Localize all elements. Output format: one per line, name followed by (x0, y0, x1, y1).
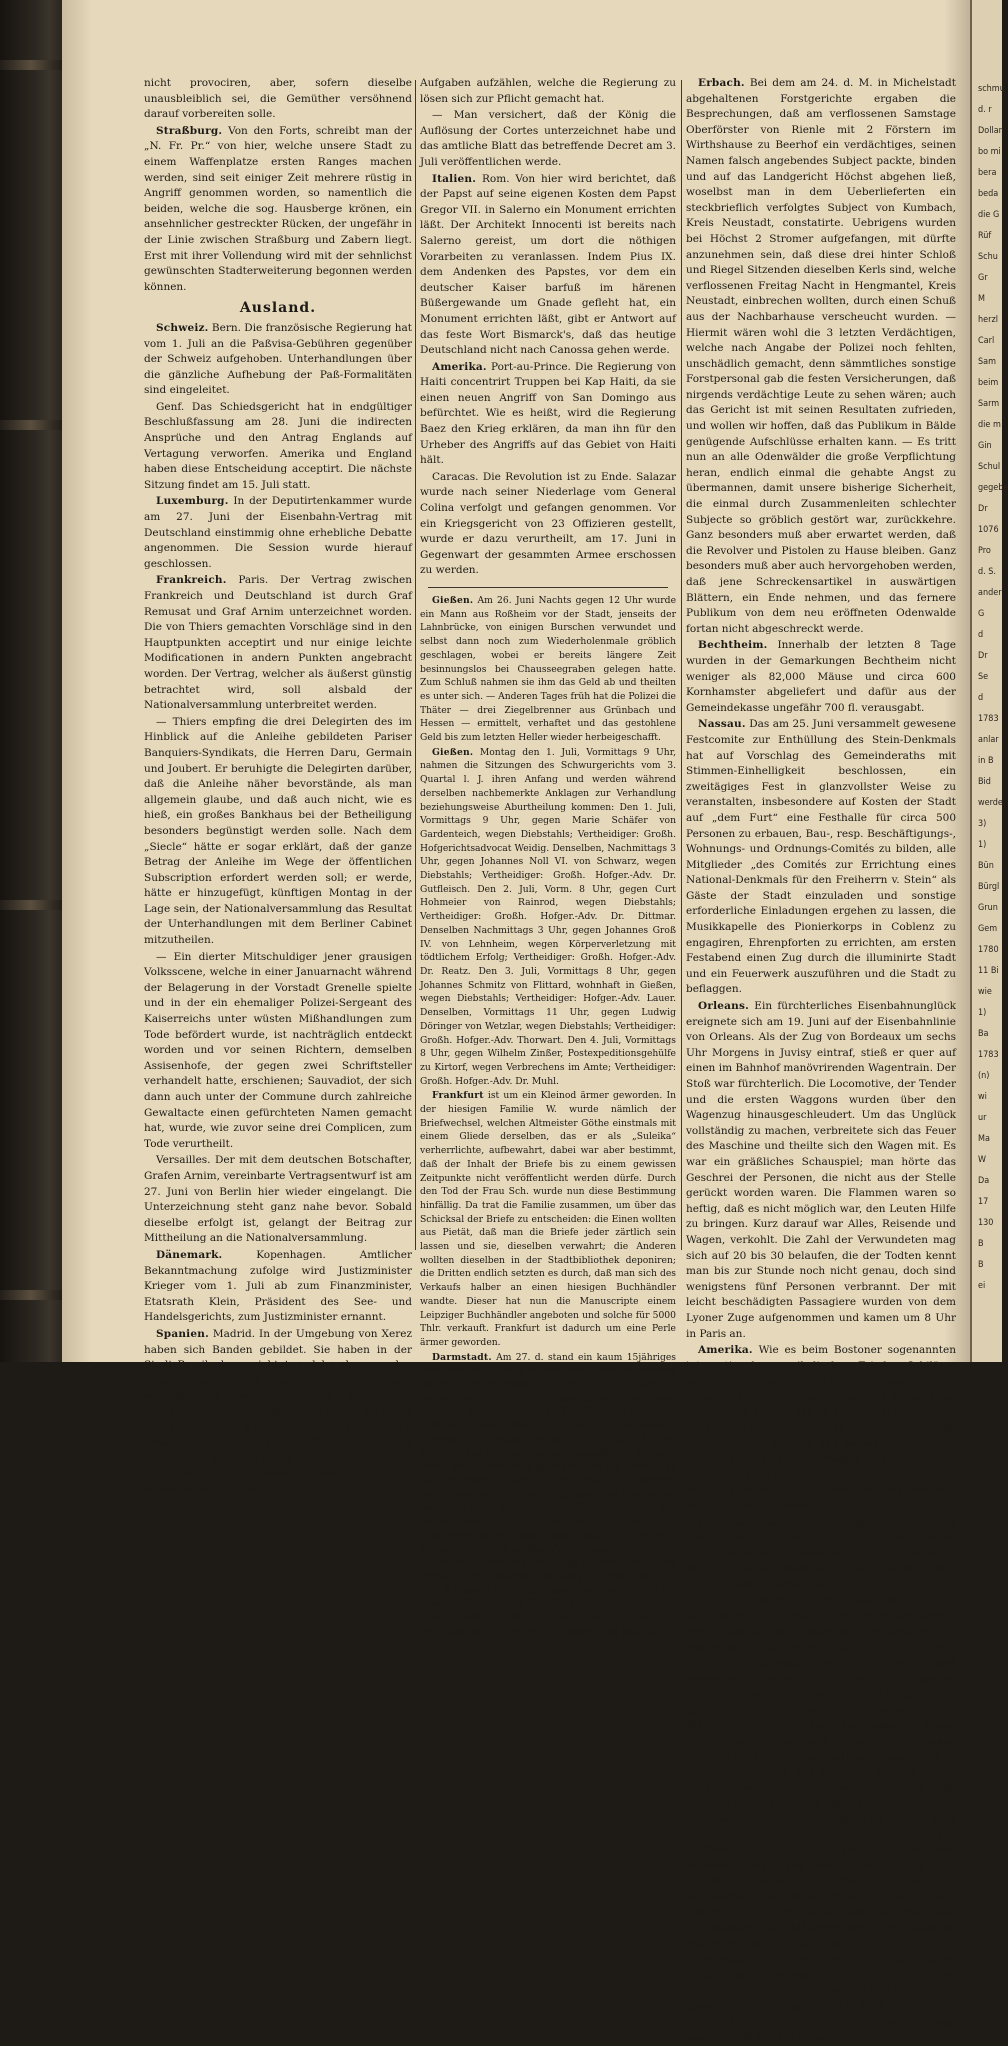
article-paragraph (686, 1516, 956, 2046)
page-fragment-text: 3) (978, 819, 987, 829)
article-text: hat dieser Tage eine Hochzeit stattgefunden, der eine eigenthümliche Liebesgeschichte vorherging. Ein Kaufmann in der Amity-Street daselbst, Namens Bischof, hatte eine reizende Tochter von 17 Jahren, Ida, und einen Clerk, Namens John Brown, 24 Jahre alt. Die jungen Leute liebten sich und letzten Winter hielt Brown bei Ida's Vater um ihre Hand an. Der wohlhabende Kaufmann fertigte den Freier zwar höflich ab und sagte daher, da er wüßte, daß Brown kaum mehr als 200 Dollars von seinem Gehalte erspart hatte, vor mehreren Zeugen: „Ich gebe Ihnen meine Tochter nur, wenn Sie im Stande sind, sie mit Gold aufzuwägen.“ Brown griff diese Idee auf und verlangte die Zusage schriftlich. In einer übermüthigen Laune und in der Ueberzeugung, daß der Clerk niemals so viel Gold zusammenbringen werde, wurde die schriftliche Zusicherung gegeben, von Bischof und zwei Zeugen unterfertigt, und Brown barg das Papier in der Tasche, so reiste er nach Californien ab, um Goldgräber zu werden. Mehrere Monate lang erwab er sehr wenig, aber er blieb in steter Correspondenz mit Ida, und versicherte dieser allen Ernstes, er werde nicht ruhen, bis er im Stande sei, sie mit Gold aufzuwiegen. Das Mädchen ließ sich insgeheim abwiegen und sendete ihm die Ziffer ihres Gewichtes. Das gleiche Gewicht in Gold hätte an 36,000 Dollars betragen. Plötzlich machte Brown einen Goldfund im Werthe von 20,000 Dollars und gewann einige Tage darauf 3000 Dollars im Spiele. Nachdem er von dem letzteren Betrage wieder 2000 Dollars verloren, (686, 1516, 956, 2044)
page-fragment-text: d (978, 630, 984, 640)
page-fragment-text: Ma (978, 1134, 990, 1144)
column-rule (681, 80, 682, 1250)
page-fragment-text: die G (978, 210, 1000, 220)
article-text: Innerhalb der letzten 8 Tage wurden in der Gemarkungen Bechtheim nicht weniger als 82,000 Mäuse und circa 600 Kornhamster abgeliefert und dafür aus der Gemeindekasse ungefähr 700 fl. verausgabt. (686, 639, 956, 714)
article-text: Am 26. Juni Nachts gegen 12 Uhr wurde ein Mann aus Roßheim vor der Stadt, jenseits der Lahnbrücke, von einigen Burschen verwundet und selbst dann noch zum Wiederholenmale gröblich geschlagen, wobei er bereits längere Zeit besinnungslos bei Chausseegraben gelegen hatte. Zum Schluß nahmen sie ihm das Geld ab und theilten es unter sich. — Anderen Tages früh hat die Polizei die Thäter — drei Ziegelbrenner aus Grünbach und Hessen — ermittelt, verhaftet und das gestohlene Geld bis zum letzten Heller wieder herbeigeschafft. (420, 595, 677, 744)
page-fragment-text: (n) (978, 1071, 990, 1081)
page-fragment-text: ur (978, 1113, 987, 1123)
article-paragraph: Genf. Das Schiedsgericht hat in endgültiger Beschlußfassung am 28. Juni die indirecten Ansprüche und den Antrag Englands auf Vertagung verworfen. Amerika und England haben diese Entscheidung acceptirt. Die nächste Sitzung findet am 15. Juli statt. (144, 400, 412, 491)
article-paragraph: — Thiers empfing die drei Delegirten des im Hinblick auf die Anleihe gebildeten Pariser Banquiers-Syndikats, die Herren Daru, Germain und Joubert. Er beruhigte die Delegirten darüber, daß die Anleihe näher bevorstände, als man allgemein glaube, und daß auch nicht, wie es hieß, ein großes Bankhaus bei der Betheiligung besonders begünstigt werden solle. Nach dem „Siecle“ hätte er sogar erklärt, daß der ganze Betrag der Anleihe im Wege der öffentlichen Subscription erfordert werden soll; er werde, hätte er hinzugefügt, künftigen Montag in der Lage sein, der Nationalversammlung das Resultat der Unterhandlungen mit dem Berliner Cabinet mitzutheilen. (144, 715, 412, 947)
article-text: ist um ein Kleinod ärmer geworden. In der hiesigen Familie W. wurde nämlich der Briefwechsel, welchen Altmeister Göthe einstmals mit einem Gliede derselben, das er als „Suleika“ verherrlichte, aufbewahrt, dabei war aber bestimmt, daß der Inhalt der Briefe bis zu einem gewissen Zeitpunkte nicht veröffentlicht werden dürfe. Durch den Tod der Frau Sch. wurde nun diese Bestimmung hinfällig. Da trat die Familie zusammen, um über das Schicksal der Briefe zu entscheiden: die Einen wollten aus Pietät, daß man die Briefe jeder zärtlich sein lassen und sie, dieselben verwahrt; die Anderen wollten dieselben in der Stadtbibliothek deponiren; die Dritten endlich setzten es durch, daß man sich des Verkaufs halber an einen hiesigen Buchhändler wandte. Dieser hat nun die Manuscripte einem Leipziger Buchhändler angeboten und solche für 5000 Thlr. verkauft. Frankfurt ist dadurch um eine Perle ärmer geworden. (420, 1090, 677, 1348)
page-fragment-text: 1) (978, 1008, 987, 1018)
article-paragraph (144, 494, 412, 572)
page-fragment-text: Rüf (978, 231, 992, 241)
section-divider (428, 587, 668, 588)
page-fragment-text: beda (978, 189, 999, 199)
place-heading: Straßburg. (156, 124, 223, 137)
page-fragment-text: anlar (978, 735, 999, 745)
article-paragraph (686, 1343, 956, 1515)
page-fragment-text: 1783 (978, 714, 999, 724)
place-heading: Frankfurt (432, 1090, 484, 1102)
article-paragraph (420, 1089, 676, 1349)
page-fragment-text: bo mi (978, 147, 1001, 157)
page-fragment-text: schmu (978, 84, 1005, 94)
article-paragraph (144, 573, 412, 713)
article-paragraph (420, 594, 676, 745)
page-fragment-text: d. S. (978, 567, 996, 577)
page-fragment-text: 1) (978, 840, 987, 850)
article-paragraph (420, 360, 676, 469)
page-fragment-text: 17 (978, 1197, 989, 1207)
article-paragraph (686, 638, 956, 716)
page-fragment-text: Grun (978, 903, 998, 913)
page-fragment-text: 1780 (978, 945, 999, 955)
article-text: Ein fürchterliches Eisenbahnunglück ereignete sich am 19. Juni auf der Eisenbahnlinie von Orleans. Als der Zug von Bordeaux um sechs Uhr Morgens in Juvisy eintraf, stieß er quer auf einen im Bahnhof manövrirenden Wagentrain. Der Stoß war fürchterlich. Die Locomotive, der Tender und die ersten Waggons wurden über den Wagenzug hinausgeschleudert. Um das Unglück vollständig zu machen, verbreitete sich das Feuer des Maschine und theilte sich den Wagen mit. Es war ein gräßliches Schauspiel; man hörte das Geschrei der Personen, die nicht aus der Stelle gerückt worden waren. Die Flammen waren so heftig, daß es nicht möglich war, den Leuten Hilfe zu bringen. Kurz darauf war Alles, Reisende und Wagen, verkohlt. Die Zahl der Verwundeten mag sich auf 20 bis 30 belaufen, die der Todten kennt man bis zur Stunde noch nicht genau, doch sind wenigstens fünf Personen verbrannt. Der mit leicht beschädigten Passagiere wurden von dem Lyoner Zuge aufgenommen und kamen um 8 Uhr in Paris an. (686, 1000, 956, 1340)
place-heading: Orleans. (698, 1000, 749, 1013)
article-text: Paris. Der Vertrag zwischen Frankreich und Deutschland ist durch Graf Remusat und Graf Arnim unterzeichnet worden. Die von Thiers gemachten Vorschläge sind in den Hauptpunkten acceptirt und nur einige leichte Modificationen in andern Punkten angebracht worden. Der Vertrag, welcher als äußerst günstig betrachtet wird, soll alsbald der Nationalversammlung unterbreitet werden. (144, 574, 412, 712)
place-heading: Gießen. (432, 595, 474, 606)
article-paragraph: — Man versichert, daß der König die Auflösung der Cortes unterzeichnet habe und das amtliche Blatt das betreffende Decret am 3. Juli veröffentlichen werde. (420, 109, 676, 168)
page-fragment-text: beim (978, 378, 999, 388)
page-fragment-text: Schu (978, 252, 998, 262)
country-heading: Italien. (432, 172, 477, 185)
page-fragment-text: Dr (978, 504, 988, 514)
article-paragraph: Versailles. Der mit dem deutschen Botschafter, Grafen Arnim, vereinbarte Vertragsentwurf ist am 27. Juni von Berlin hier wieder eingelangt. Die Unterzeichnung steht ganz nahe bevor. Sobald dieselbe erfolgt ist, gelangt der Beitrag zur Mittheilung an die Nationalversammlung. (144, 1154, 412, 1245)
page-fragment-text: Se (978, 672, 989, 682)
article-paragraph (144, 321, 412, 399)
page-fragment-text: B (978, 1239, 984, 1249)
adjacent-page-edge (970, 0, 1008, 1362)
article-paragraph (686, 76, 956, 637)
page-fragment-text: 1783 (978, 1050, 999, 1060)
page-fragment-text: bera (978, 168, 997, 178)
column-rule (415, 80, 416, 1250)
book-spine (0, 0, 62, 1362)
article-paragraph (420, 172, 676, 359)
page-fragment-text: ander (978, 588, 1002, 598)
page-fragment-text: Bün (978, 861, 994, 871)
article-text: Madrid. In der Umgebung von Xerez haben sich Banden gebildet. Sie haben in der Stadt Barrikaden errichtet, welche aber von den Truppen genommen wurden. Die Cavalerie verfolgte die Insurgenten und machte 51 Gefangene. Die Bürgergarde von Puerto de Santa Maria machte gleichfalls Gefangene. Man erwartet demnächst die Veröffentlichung eines Manifestes der Regierung. Dasselbe wird die politischen, administrativen und volkswirthschaftlichen (144, 1327, 412, 1496)
article-paragraph (686, 999, 956, 1342)
country-heading: Dänemark. (156, 1248, 223, 1261)
page-fragment-text: Carl (978, 336, 995, 346)
page-fragment-text: Gin (978, 441, 992, 451)
page-fragment-text: herzl (978, 315, 998, 325)
article-text: Von den Forts, schreibt man der „N. Fr. Pr.“ von hier, welche unsere Stadt zu einem Waffenplatze ersten Ranges machen werden, sind seit einiger Zeit mehrere rüstig in Angriff genommen worden, so namentlich die beiden, welche die sog. Hausberge krönen, ein ansehnlicher gestreckter Rücken, der ungefähr in der Linie zwischen Straßburg und Zabern liegt. Erst mit ihrer Vollendung wird mit der sehnlichst gewünschten Stadterweiterung begonnen werden können. (144, 124, 412, 293)
page-fragment-text: Pro (978, 546, 991, 556)
page-fragment-text: 11 Bi (978, 966, 999, 976)
page-fragment-text: d. r (978, 105, 992, 115)
page-fragment-text: Sarm (978, 399, 1000, 409)
article-text: Kopenhagen. Amtlicher Bekanntmachung zufolge wird Justizminister Krieger vom 1. Juli ab zum Finanzminister, Etatsrath Klein, Präsident des See- und Handelsgerichts, zum Justizminister ernannt. (144, 1248, 412, 1324)
page-fragment-text: die m (978, 420, 1001, 430)
page-fragment-text: Gem (978, 924, 998, 934)
column-1 (144, 76, 412, 1496)
article-paragraph (686, 717, 956, 998)
article-text: Montag den 1. Juli, Vormittags 9 Uhr, nahmen die Sitzungen des Schwurgerichts vom 3. Quartal l. J. ihren Anfang und werden während derselben nachbemerkte Anklagen zur Verhandlung beziehungsweise Aburtheilung kommen: Den 1. Juli, Vormittags 9 Uhr, gegen Marie Schäfer von Gardenteich, wegen Diebstahls; Vertheidiger: Großh. Hofgerichtsadvocat Weidig. Denselben, Nachmittags 3 Uhr, gegen Johannes Noll VI. von Schwarz, wegen Diebstahls; Vertheidiger: Großh. Hofger.-Adv. Dr. Gutfleisch. Den 2. Juli, Vorm. 8 Uhr, gegen Curt Hohmeier von Rainrod, wegen Diebstahls; Vertheidiger: Großh. Hofger.-Adv. Dr. Dittmar. Denselben Nachmittags 3 Uhr, gegen Johannes Groß IV. von Lehnheim, wegen Körperverletzung mit tödtlichem Erfolg; Vertheidiger: Großh. Hofger.-Adv. Dr. Reatz. Den 3. Juli, Vormittags 8 Uhr, gegen Johannes Schmitz von Flittard, wohnhaft in Gießen, wegen Diebstahls; Vertheidiger: Hofger.-Adv. Lauer. Denselben, Vormittags 11 Uhr, gegen Ludwig Döringer von Wetzlar, wegen Diebstahls; Vertheidiger: Großh. Hofger.-Adv. Thorwart. Den 4. Juli, Vormittags 8 Uhr, gegen Wilhelm Zinßer, Postexpeditionsgehülfe zu Kirtorf, wegen Verbrechens im Amte; Vertheidiger: Großh. Hofger.-Adv. Dr. Muhl. (420, 746, 676, 1087)
article-text: Wie es beim Bostoner sogenannten internationalen musikalischen Friedens-Jubiläum um die Musik steht, ist aus einem Kabeltelegramm zu ersehen, welches die wichtige Mittheilung macht, daß in der Jubiläumshalle ein großer Ball stattfand, an welchem 27,000 Personen Theil nahmen und bei welchem Walzer-Strauß den Taktstock schwang. Die Amerikaner haben übrigens für diesen Spectakel einen neuen Namen gefunden, sie nennen ihn: „das Bostoner musikalische (?) Erdbeben.“ (686, 1344, 956, 1513)
page-fragment-text: Dollar (978, 126, 1002, 136)
page-fragment-text: d (978, 693, 984, 703)
article-paragraph: Aufgaben aufzählen, welche die Regierung zu lösen sich zur Pflicht gemacht hat. (420, 77, 676, 105)
page-fragment-text: Bürgl (978, 882, 1000, 892)
place-heading: Amerika. (698, 1344, 753, 1357)
article-text: Port-au-Prince. Die Regierung von Haiti concentrirt Truppen bei Kap Haiti, da sie einen neuen Angriff von San Domingo aus befürchtet. Wie es heißt, wird die Regierung Baez den Krieg erklären, da man ihn für den Urheber des Angriffs auf das Gebiet von Haiti hält. (420, 360, 676, 467)
page-fragment-text: Da (978, 1176, 990, 1186)
page-fragment-text: Sam (978, 357, 996, 367)
article-text: Bei dem am 24. d. M. in Michelstadt abgehaltenen Forstgerichte ergaben die Besprechungen, daß am verflossenen Samstage Oberförster von Rienle mit 2 Förstern im Wirthshause zu Beerhof ein verdächtiges, seinen Namen falsch angebendes Subject packte, binden und auf das Landgericht Höchst abgehen ließ, woselbst man in dem Ueberlieferten ein steckbrieflich verfolgtes Subject von Kumbach, Kreis Neustadt, constatirte. Uebrigens wurden bei Höchst 2 Stromer aufgefangen, mit dürfte anzunehmen sein, daß diese drei hinter Schloß und Riegel Sitzenden dieselben Kerls sind, welche verflossenen Freitag Nacht in Hengmantel, Kreis Neustadt, einbrechen wollten, durch einen Schuß aus der Nachbarhause verscheucht wurden. — Hiermit wären wohl die 3 letzten Verdächtigen, welche nach Angabe der Polizei noch fehlten, unschädlich gemacht, denn sämmtliches sonstige Forstpersonal gab die festen Versicherungen, daß nirgends verdächtige Leute zu sehen wären; auch das Gericht ist mit seinen Resultaten zufrieden, und wollen wir hoffen, daß das Publikum in Bälde genügende Aufschlüsse erhalten kann. — Es tritt nun an alle Odenwälder die große Verpflichtung heran, endlich einmal die gehabte Angst zu übermannen, damit unsere bisherige Sicherheit, die einmal durch Zusammenleiten schlechter Subjecte so gröblich gestört war, zurückkehre. Ganz besonders muß aber erwartet werden, daß die Revolver und Pistolen zu Hause bleiben. Ganz besonders muß aber auch hervorgehoben werden, daß jene Schreckensartikel in auswärtigen Blättern, ein Ende nehmen, und das fernere Publikum von dem neu eröffneten Odenwalde fortan nicht abgeschreckt werde. (686, 77, 956, 635)
article-paragraph (420, 746, 676, 1089)
article-paragraph: Caracas. Die Revolution ist zu Ende. Salazar wurde nach seiner Niederlage vom General Colina verfolgt und gefangen genommen. Vor ein Kriegsgericht von 23 Offizieren gestellt, wurde er dazu verurtheilt, am 17. Juni in Gegenwart der gesammten Armee erschossen zu werden. (420, 470, 676, 577)
article-paragraph (144, 124, 412, 296)
section-heading: Ausland. (239, 300, 317, 317)
country-heading: Frankreich. (156, 574, 227, 587)
article-paragraph (144, 1248, 412, 1326)
article-paragraph (144, 1327, 412, 1499)
page-fragment-text: Gr (978, 273, 988, 283)
page-fragment-text: gegebe (978, 483, 1008, 493)
article-paragraph: nicht provociren, aber, sofern dieselbe unausbleiblich sei, die Gemüther versöhnend darauf vorbereiten solle. (144, 77, 412, 121)
page-fragment-text: Ba (978, 1029, 989, 1039)
page-fragment-text: ei (978, 1281, 986, 1291)
place-heading: Darmstadt. (432, 1351, 492, 1363)
local-news (420, 594, 676, 1638)
article-text: Das am 25. Juni versammelt gewesene Festcomite zur Enthüllung des Stein-Denkmals hat auf Vorschlag des Gemeinderaths mit Stimmen-Einhelligkeit beschlossen, ein zweitägiges Fest in glanzvollster Weise zu veranstalten, insbesondere auf Kosten der Stadt auf „dem Furt“ eine Festhalle für circa 500 Personen zu erbauen, Bau-, resp. Beschäftigungs-, Wohnungs- und Ordnungs-Comités zu bilden, alle Mitglieder „des Comités zur Errichtung eines National-Denkmals für den Freiherrn v. Stein“ als Gäste der Stadt einzuladen und sonstige erforderliche Einladungen ergehen zu lassen, die Musikkapelle des Pionierkorps in Coblenz zu engagiren, Ehrenpforten zu errichten, am ersten Festabend einen Zug durch die illuminirte Stadt und ein Feuerwerk auszuführen und die Stadt zu beflaggen. (686, 718, 956, 996)
article-paragraph: — Ein dierter Mitschuldiger jener grausigen Volksscene, welche in einer Januarnacht während der Belagerung in der Vorstadt Grenelle spielte und in der ein ehemaliger Polizei-Sergeant des Kaiserreichs unter wüsten Mißhandlungen zum Tode befördert wurde, ist nachträglich entdeckt worden und vor seinen Richtern, demselben Assisenhofe, der gegen zwei Schriftsteller verhandelt hatte, erschienen; Sauvadiot, der sich dann auch unter der Commune durch zahlreiche Gewaltacte einen gefürchteten Namen gemacht hat, wurde, wie zuvor seine drei Complicen, zum Tode verurtheilt. (144, 950, 412, 1150)
article-text: Am 27. d. stand ein kaum 15jähriges Mädchen Anna Maria Werner von Klein-Krotzenburg wegen Mordversuchs vor dem hiesigen Bezirksstrafgericht. Die im Wesentlichen eingeräumte Anklage ging dahin, daß die Beschuldigte, eine äußerst beschränkte, jedoch keineswegs unzurechnungsfähige Person, ein sechsjähriges Mädchen aus Zorn darüber, weil dasselbe sie beleidigt haben soll, in den Main getragen, und die Absicht, es zu ertränken, durch verschiedene, beharrlich wiederholte Versuche bethätigt habe. Das Kind wurde nur durch einen glücklichen Zufall vor dem Tod in den Wellen durch einen Fuhrmann gerettet. Die Staatsanwaltschaft beantragte wegen versuchten Mordes eine Gefängnißstrafe von zwei Jahren. Der Gerichtshof fand die Angeklagte jedoch nur des Versuchs des Todtschlags schuldig und erkannte auf 1 Jahr 8 Monate Gefängniß, gegen welches Urtheil die Staatsbehörde sofort Berufung einlegte. — Ueber unserer Stadt entluden sich am 27. Juni mehr weniger als 4 Gewitter, theilweise von Hagelschlag begleitet. (420, 1351, 677, 1637)
page-fragment-text: M (978, 294, 985, 304)
page-fragment-text: 130 (978, 1218, 994, 1228)
page-fragment-text: G (978, 609, 985, 619)
page-fragment-text: B (978, 1260, 984, 1270)
article-text: Bern. Die französische Regierung hat vom 1. Juli an die Paßvisa-Gebühren gegenüber der Schweiz aufgehoben. Unterhandlungen über die gänzliche Aufhebung der Paß-Formalitäten sind eingeleitet. (144, 321, 412, 397)
place-heading: Gießen. (432, 746, 474, 758)
place-heading: Nassau. (698, 718, 746, 731)
page-fragment-text: wie (978, 987, 992, 997)
page-fragment-text: wi (978, 1092, 987, 1102)
page-fragment-text: Bid (978, 777, 991, 787)
article-text: Rom. Von hier wird berichtet, daß der Papst auf seine eigenen Kosten dem Papst Gregor VII. in Salerno ein Monument errichten läßt. Der Architekt Innocenti ist bereits nach Salerno gereist, um dort die nöthigen Vorarbeiten zu veranlassen. Indem Pius IX. dem Andenken des Papstes, vor dem ein deutscher Kaiser barfuß im härenen Büßergewande um Gnade gefleht hat, ein Monument errichten läßt, gibt er Antwort auf das feste Wort Bismarck's, daß das heutige Deutschland nicht nach Canossa gehen werde. (420, 172, 677, 357)
page-fragment-text: W (978, 1155, 987, 1165)
column-3 (686, 76, 956, 2044)
page-fragment-text: in B (978, 756, 994, 766)
country-heading: Amerika. (432, 360, 487, 373)
country-heading: Spanien. (156, 1327, 209, 1340)
page-fragment-text: werde (978, 798, 1003, 808)
place-heading: Erbach. (698, 77, 745, 89)
column-2 (420, 76, 677, 1637)
article-text: In der Deputirtenkammer wurde am 27. Juni der Eisenbahn-Vertrag mit Deutschland einstimmig ohne erhebliche Debatte angenommen. Die Session wurde hierauf geschlossen. (144, 495, 412, 570)
page-fragment-text: 1076 (978, 525, 999, 535)
page-fragment-text: Schul (978, 462, 1001, 472)
place-heading: In New-York (698, 1516, 776, 1529)
country-heading: Luxemburg. (156, 495, 229, 508)
article-paragraph (420, 1351, 676, 1639)
country-heading: Schweiz. (156, 321, 209, 334)
place-heading: Bechtheim. (698, 639, 768, 652)
page-fragment-text: Dr (978, 651, 988, 661)
